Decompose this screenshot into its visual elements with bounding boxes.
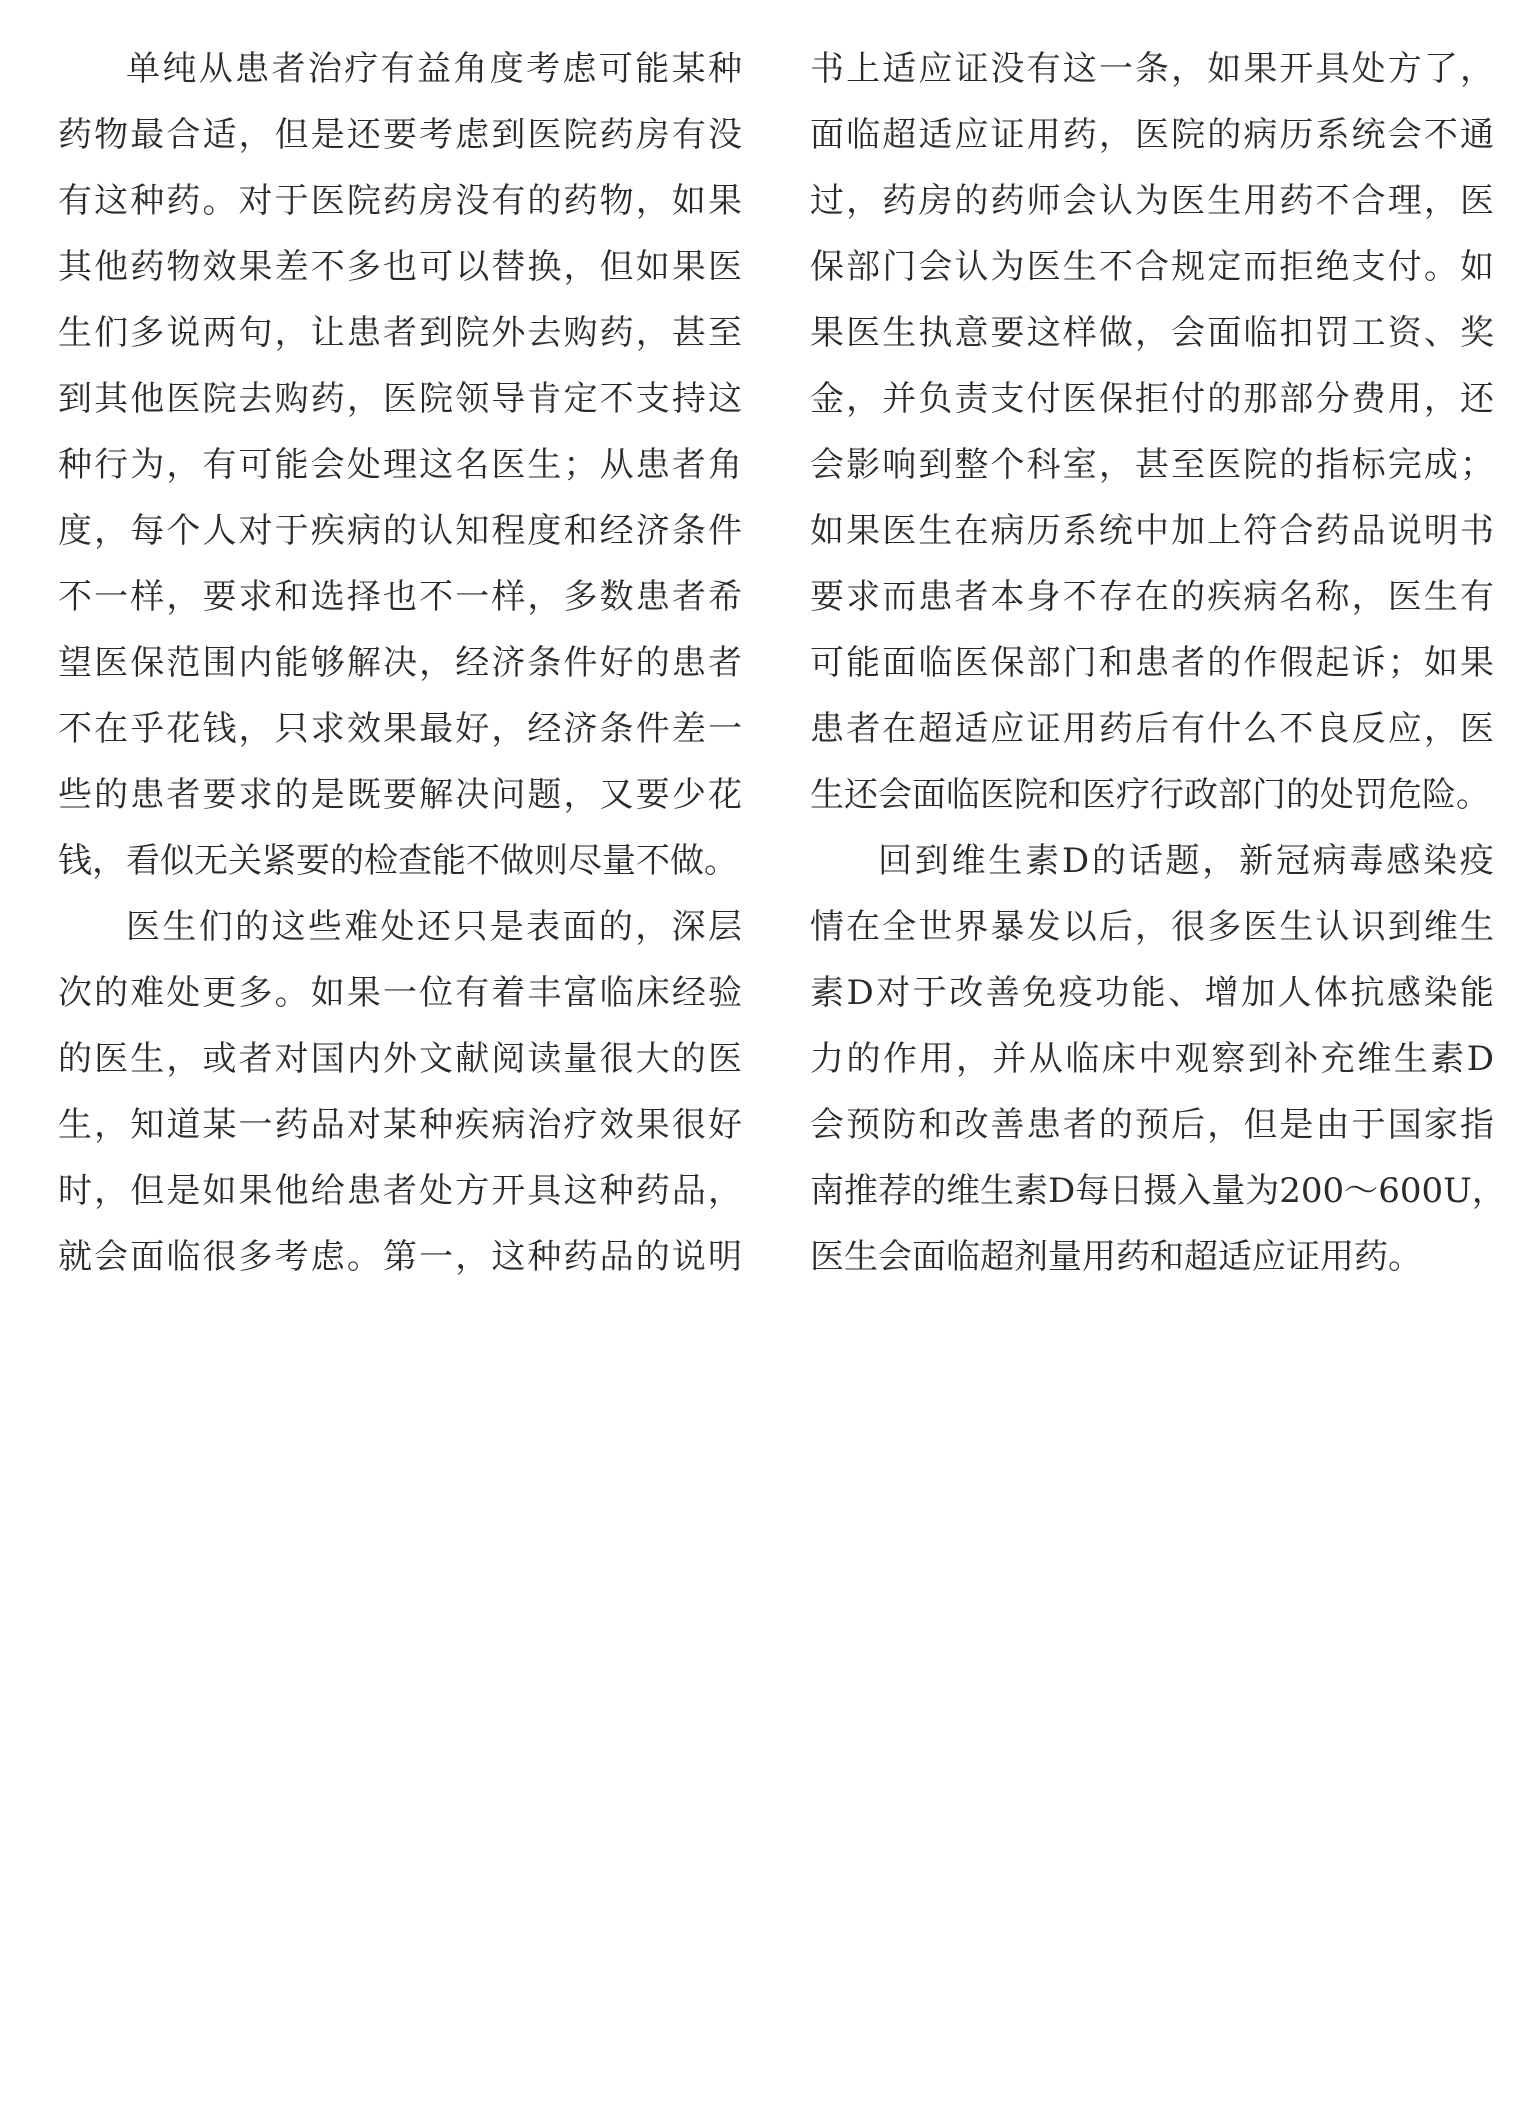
text-line: 金 ， 并 负 责 支 付 医 保 拒 付 的 那 部 分 费 用 ， 还 [810, 379, 1494, 419]
text-line: 其 他 药 物 效 果 差 不 多 也 可 以 替 换 ， 但 如 果 医 [58, 247, 742, 287]
text-line: 过 ， 药 房 的 药 师 会 认 为 医 生 用 药 不 合 理 ， 医 [810, 181, 1494, 221]
left-text-column [58, 36, 742, 1290]
text-line: 度 ， 每 个 人 对 于 疾 病 的 认 知 程 度 和 经 济 条 件 [58, 511, 742, 551]
text-line: 力 的 作 用 ， 并 从 临 床 中 观 察 到 补 充 维 生 素 D [810, 1039, 1494, 1079]
text-line: 可 能 面 临 医 保 部 门 和 患 者 的 作 假 起 诉 ； 如 果 [810, 643, 1494, 683]
text-line: 生 们 多 说 两 句 ， 让 患 者 到 院 外 去 购 药 ， 甚 至 [58, 313, 742, 353]
text-line: 药 物 最 合 适 ， 但 是 还 要 考 虑 到 医 院 药 房 有 没 [58, 115, 742, 155]
text-line: 果 医 生 执 意 要 这 样 做 ， 会 面 临 扣 罚 工 资 、 奖 [810, 313, 1494, 353]
text-line: 不 在 乎 花 钱 ， 只 求 效 果 最 好 ， 经 济 条 件 差 一 [58, 709, 742, 749]
text-line: 医生会面临超剂量用药和超适应证用药。 [810, 1237, 1422, 1277]
text-line: 书 上 适 应 证 没 有 这 一 条 ， 如 果 开 具 处 方 了 ， [810, 49, 1494, 89]
text-line: 保 部 门 会 认 为 医 生 不 合 规 定 而 拒 绝 支 付 。 如 [810, 247, 1494, 287]
text-line: 不 一 样 ， 要 求 和 选 择 也 不 一 样 ， 多 数 患 者 希 [58, 577, 742, 617]
text-line: 如 果 医 生 在 病 历 系 统 中 加 上 符 合 药 品 说 明 书 [810, 511, 1494, 551]
text-line: 要 求 而 患 者 本 身 不 存 在 的 疾 病 名 称 ， 医 生 有 [810, 577, 1494, 617]
text-line: 面 临 超 适 应 证 用 药 ， 医 院 的 病 历 系 统 会 不 通 [810, 115, 1494, 155]
text-line: 情 在 全 世 界 暴 发 以 后 ， 很 多 医 生 认 识 到 维 生 [810, 907, 1494, 947]
text-line: 时 ， 但 是 如 果 他 给 患 者 处 方 开 具 这 种 药 品 ， [58, 1171, 742, 1211]
text-line: 次 的 难 处 更 多 。 如 果 一 位 有 着 丰 富 临 床 经 验 [58, 973, 742, 1013]
text-line: 就 会 面 临 很 多 考 虑 。 第 一 ， 这 种 药 品 的 说 明 [58, 1237, 742, 1277]
text-line: 医 生 们 的 这 些 难 处 还 只 是 表 面 的 ， 深 层 [126, 907, 742, 947]
text-line: 些 的 患 者 要 求 的 是 既 要 解 决 问 题 ， 又 要 少 花 [58, 775, 742, 815]
text-line: 的 医 生 ， 或 者 对 国 内 外 文 献 阅 读 量 很 大 的 医 [58, 1039, 742, 1079]
text-line: 钱，看似无关紧要的检查能不做则尽量不做。 [58, 841, 738, 881]
text-line: 患 者 在 超 适 应 证 用 药 后 有 什 么 不 良 反 应 ， 医 [810, 709, 1494, 749]
text-line: 南 推 荐 的 维 生 素 D 每 日 摄 入 量 为 2 0 0 ～ 6 0 0 U ， [810, 1171, 1506, 1211]
text-line: 望 医 保 范 围 内 能 够 解 决 ， 经 济 条 件 好 的 患 者 [58, 643, 742, 683]
text-line: 会 预 防 和 改 善 患 者 的 预 后 ， 但 是 由 于 国 家 指 [810, 1105, 1494, 1145]
text-line: 单 纯 从 患 者 治 疗 有 益 角 度 考 虑 可 能 某 种 [126, 49, 742, 89]
text-line: 回 到 维 生 素 D 的 话 题 ， 新 冠 病 毒 感 染 疫 [878, 841, 1494, 881]
text-line: 种 行 为 ， 有 可 能 会 处 理 这 名 医 生 ； 从 患 者 角 [58, 445, 742, 485]
text-line: 到 其 他 医 院 去 购 药 ， 医 院 领 导 肯 定 不 支 持 这 [58, 379, 742, 419]
right-text-column [810, 36, 1506, 1290]
text-line: 生还会面临医院和医疗行政部门的处罚危险。 [810, 775, 1490, 815]
text-line: 有 这 种 药 。 对 于 医 院 药 房 没 有 的 药 物 ， 如 果 [58, 181, 742, 221]
text-line: 生 ， 知 道 某 一 药 品 对 某 种 疾 病 治 疗 效 果 很 好 [58, 1105, 742, 1145]
text-line: 素 D 对 于 改 善 免 疫 功 能 、 增 加 人 体 抗 感 染 能 [810, 973, 1494, 1013]
text-line: 会 影 响 到 整 个 科 室 ， 甚 至 医 院 的 指 标 完 成 ； [810, 445, 1494, 485]
